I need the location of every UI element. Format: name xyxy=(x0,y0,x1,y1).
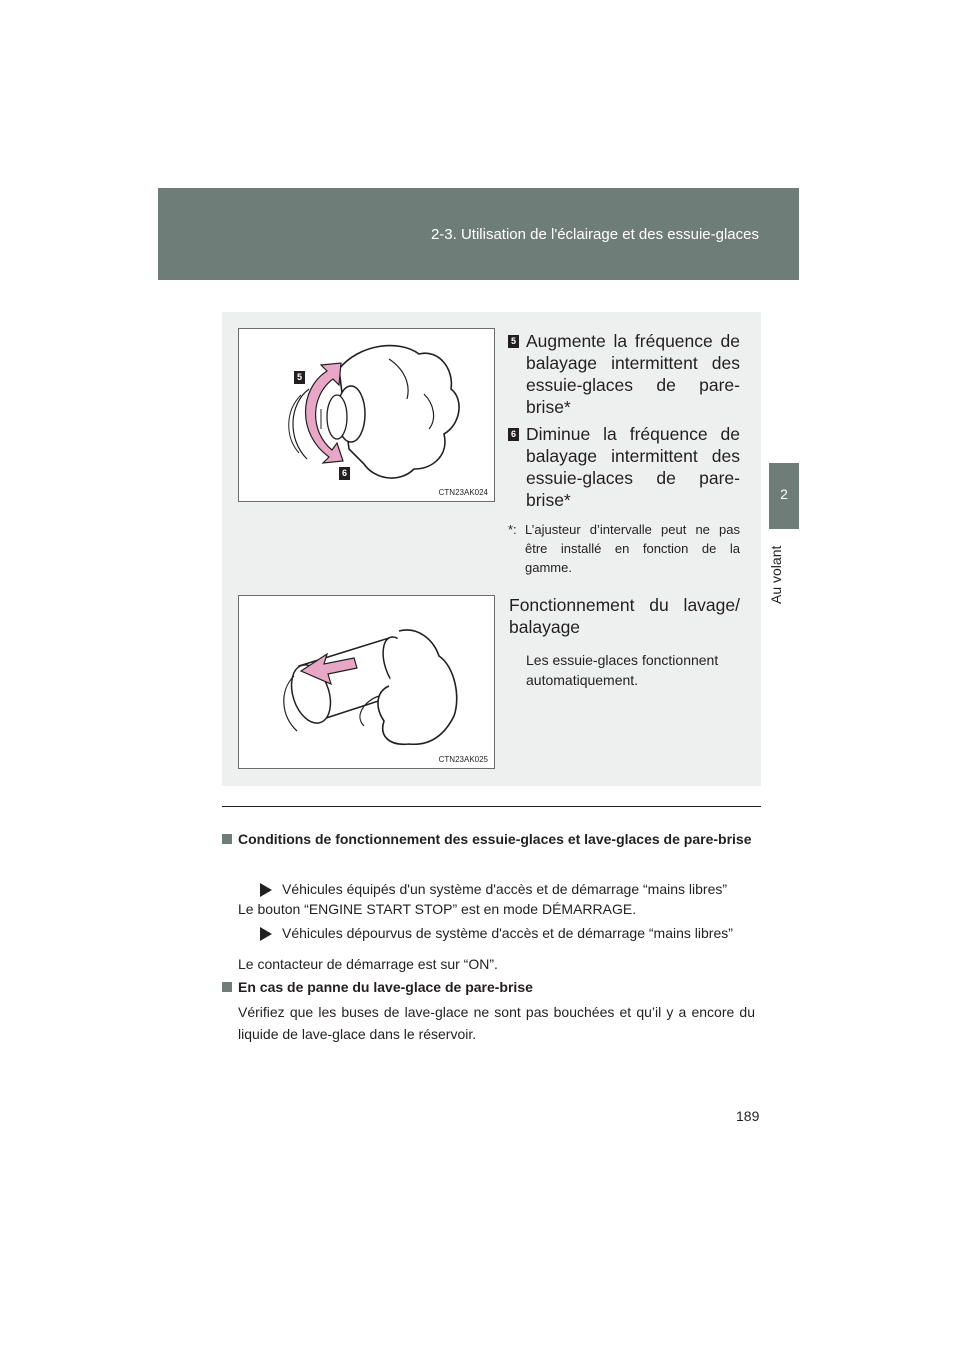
figure-code: CTN23AK024 xyxy=(438,488,488,497)
chapter-label: Au volant xyxy=(768,545,784,605)
description-item xyxy=(508,423,740,511)
description-badge: 5 xyxy=(508,335,519,348)
chapter-number: 2 xyxy=(780,486,788,502)
operation-title: Fonctionnement du lavage/ balayage xyxy=(509,595,740,637)
footnote-mark: *: xyxy=(508,522,517,537)
illustration-wiper-interval xyxy=(238,328,495,502)
condition-case: Véhicules dépourvus de système d'accès et de démarrage “mains libres” xyxy=(238,923,733,943)
footnote-text: L’ajusteur d’intervalle peut ne pas être installé en fonction de la gamme. xyxy=(525,522,740,575)
square-bullet-icon xyxy=(222,982,232,992)
section-title: 2-3. Utilisation de l'éclairage et des essuie-glaces xyxy=(430,226,759,243)
triangle-bullet-icon xyxy=(260,927,272,941)
condition-text: Le bouton “ENGINE START STOP” est en mode DÉMARRAGE. xyxy=(238,901,637,917)
triangle-bullet-icon xyxy=(260,883,272,897)
page-number: 189 xyxy=(736,1108,760,1124)
callout-6: 6 xyxy=(339,467,350,480)
condition-case: Véhicules équipés d'un système d'accès et de démarrage “mains libres” xyxy=(238,879,727,899)
footnote xyxy=(508,520,740,577)
description-text: Diminue la fréquence de balayage intermittent des essuie-glaces de pare-brise* xyxy=(526,424,740,510)
note-heading: Conditions de fonctionnement des essuie-glaces et lave-glaces de pare-brise xyxy=(222,829,755,849)
condition-text: Le contacteur de démarrage est sur “ON”. xyxy=(238,956,498,972)
note-heading: En cas de panne du lave-glace de pare-brise xyxy=(222,977,755,997)
note-paragraph: Vérifiez que les buses de lave-glace ne sont pas bouchées et qu’il y a encore du liquide de lave-glace dans le réservoir. xyxy=(238,1004,755,1042)
square-bullet-icon xyxy=(222,834,232,844)
chapter-header xyxy=(158,188,799,280)
operation-description: Les essuie-glaces fonctionnent automatiquement. xyxy=(526,652,719,688)
divider xyxy=(222,806,761,807)
wiper-lever-pull-illustration xyxy=(239,596,494,768)
figure-code: CTN23AK025 xyxy=(438,755,488,764)
chapter-tab xyxy=(769,463,799,529)
illustration-wash-wipe xyxy=(238,595,495,769)
callout-5: 5 xyxy=(294,371,305,384)
description-badge: 6 xyxy=(508,428,519,441)
wiper-lever-rotate-illustration xyxy=(239,329,494,501)
description-text: Augmente la fréquence de balayage intermittent des essuie-glaces de pare-brise* xyxy=(526,331,740,417)
description-item xyxy=(508,330,740,418)
